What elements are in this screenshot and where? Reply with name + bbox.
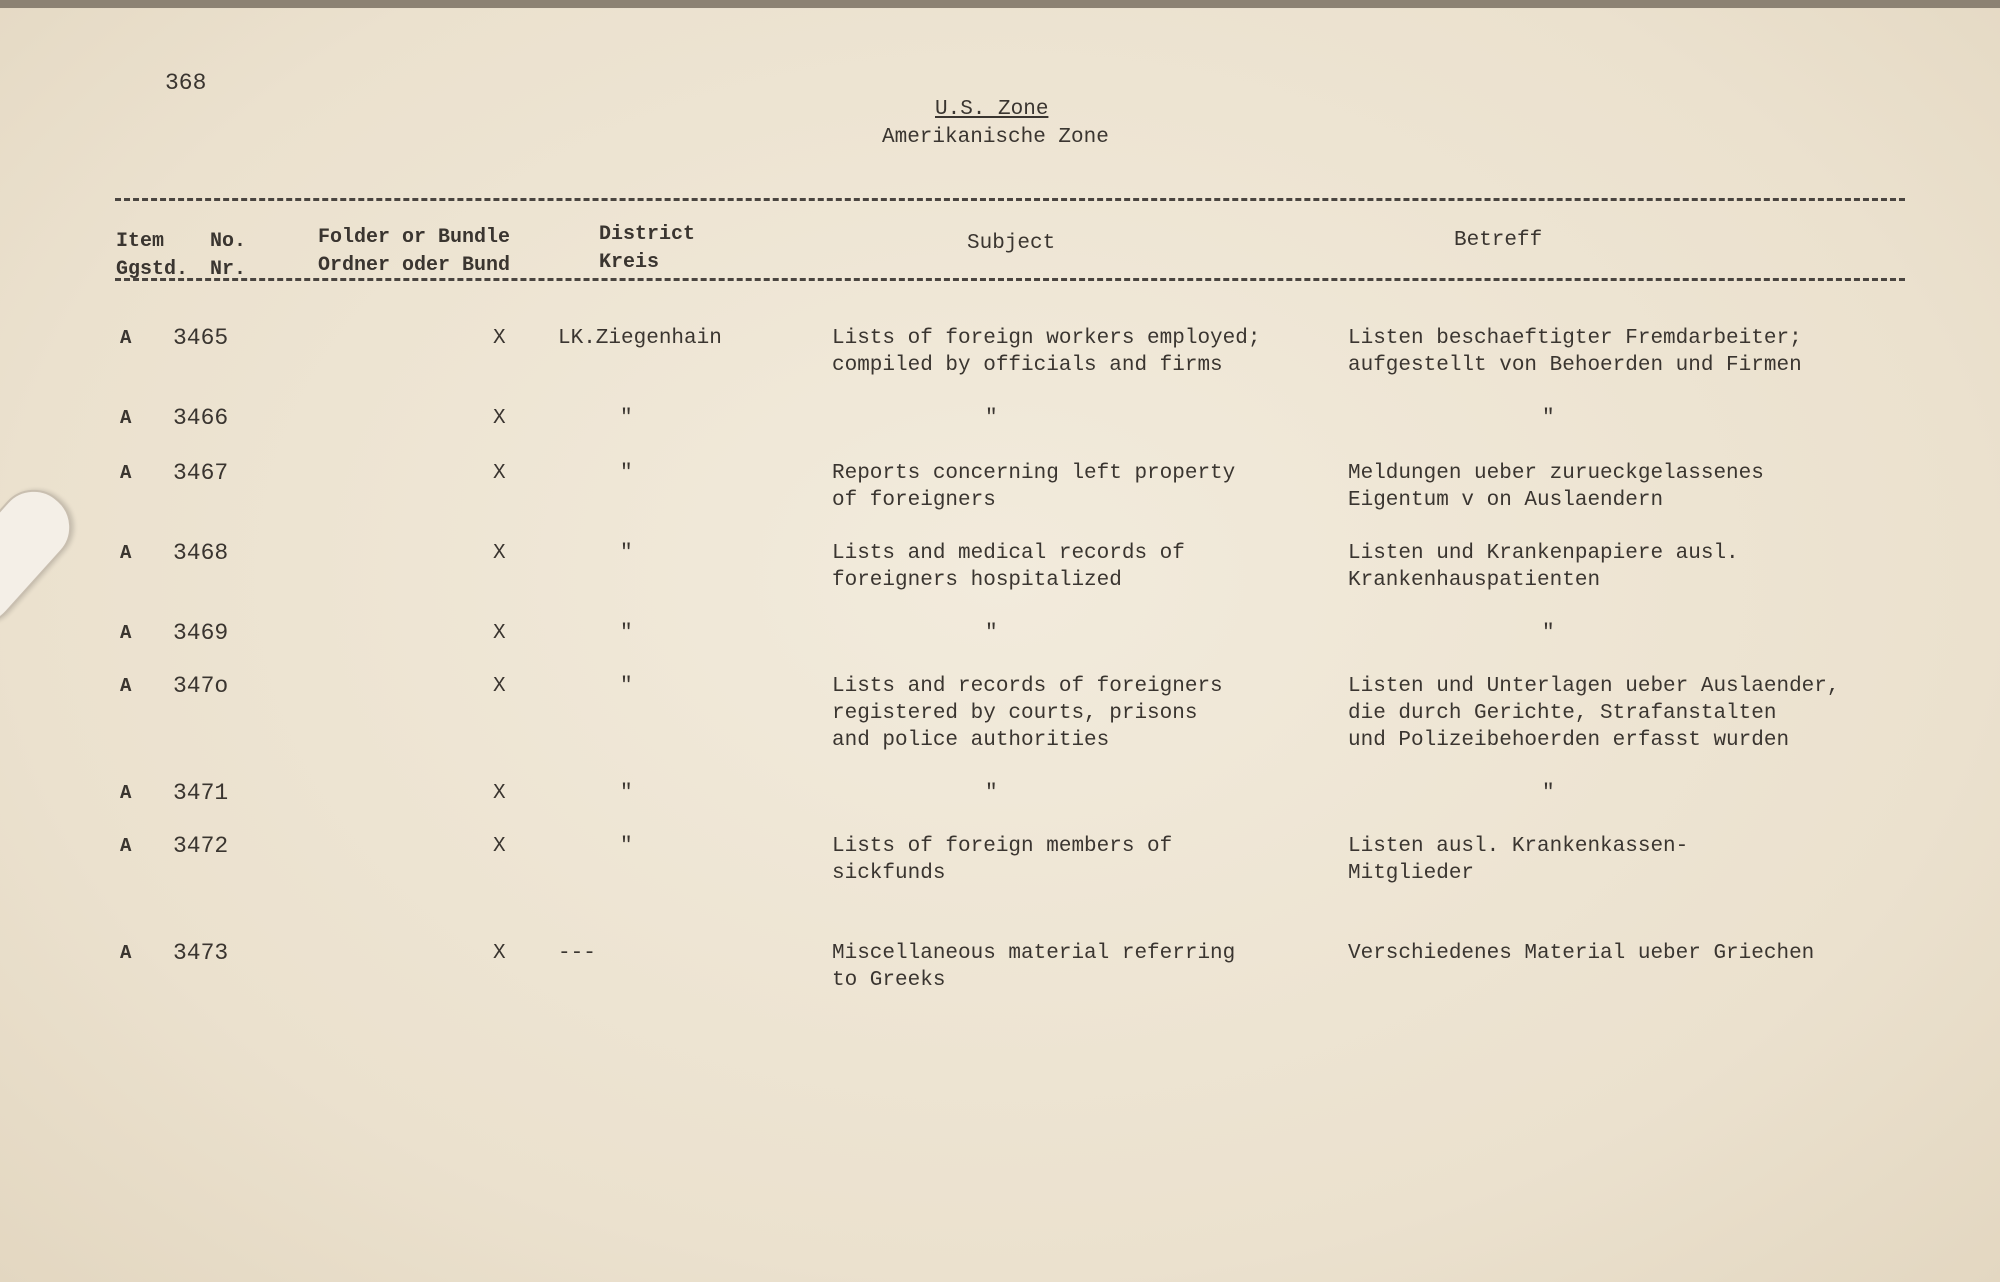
cell-betreff: Listen und Unterlagen ueber Auslaender, die durch Gerichte, Strafanstalten und Polizeibehoerden erfasst wurden [1348, 675, 1840, 752]
cell-betreff: " [1542, 622, 1555, 645]
cell-betreff: " [1542, 407, 1555, 430]
cell-item: A [120, 542, 132, 564]
cell-no: 3468 [173, 540, 229, 566]
cell-no: 3472 [173, 833, 229, 859]
table-row [0, 405, 2000, 431]
cell-district: " [620, 407, 633, 430]
cell-no: 347o [173, 673, 229, 699]
header-district: District Kreis [599, 223, 696, 274]
cell-district: --- [558, 942, 596, 965]
cell-betreff: Listen ausl. Krankenkassen- Mitglieder [1348, 835, 1689, 885]
cell-no: 3465 [173, 325, 229, 351]
header-top-rule [115, 198, 1905, 201]
cell-item: A [120, 835, 132, 857]
header-no: No. Nr. [210, 230, 247, 281]
header-folder: Folder or Bundle Ordner oder Bund [318, 226, 511, 277]
cell-item: A [120, 675, 132, 697]
cell-folder: X [493, 942, 506, 965]
table-row [0, 325, 2000, 377]
cell-district: LK.Ziegenhain [558, 327, 722, 350]
zone-title: U.S. Zone [935, 98, 1049, 121]
table-row [0, 673, 2000, 752]
table-row [0, 460, 2000, 512]
zone-subtitle: Amerikanische Zone [882, 126, 1109, 149]
table-row [0, 833, 2000, 885]
cell-item: A [120, 327, 132, 349]
cell-folder: X [493, 622, 506, 645]
cell-betreff: Meldungen ueber zurueckgelassenes Eigentum v on Auslaendern [1348, 462, 1764, 512]
table-row [0, 780, 2000, 806]
cell-district: " [620, 542, 633, 565]
cell-district: " [620, 462, 633, 485]
table-row [0, 940, 2000, 992]
page-top-edge [0, 0, 2000, 8]
cell-subject: Lists of foreign members of sickfunds [832, 835, 1173, 885]
table-row [0, 620, 2000, 646]
cell-item: A [120, 622, 132, 644]
table-row [0, 540, 2000, 592]
cell-district: " [620, 675, 633, 698]
cell-folder: X [493, 407, 506, 430]
cell-no: 3466 [173, 405, 229, 431]
cell-betreff: Listen und Krankenpapiere ausl. Krankenhauspatienten [1348, 542, 1739, 592]
cell-no: 3471 [173, 780, 229, 806]
cell-subject: Miscellaneous material referring to Greeks [832, 942, 1236, 992]
cell-subject: Lists of foreign workers employed; compiled by officials and firms [832, 327, 1261, 377]
header-subject: Subject [967, 232, 1056, 255]
cell-betreff: Verschiedenes Material ueber Griechen [1348, 942, 1815, 965]
cell-folder: X [493, 327, 506, 350]
page-number: 368 [165, 70, 207, 96]
cell-subject: " [985, 622, 998, 645]
cell-district: " [620, 622, 633, 645]
cell-subject: Lists and records of foreigners registered by courts, prisons and police authorities [832, 675, 1223, 752]
cell-betreff: Listen beschaeftigter Fremdarbeiter; aufgestellt von Behoerden und Firmen [1348, 327, 1802, 377]
cell-betreff: " [1542, 782, 1555, 805]
cell-no: 3467 [173, 460, 229, 486]
cell-subject: " [985, 782, 998, 805]
cell-subject: Reports concerning left property of foreigners [832, 462, 1236, 512]
header-bottom-rule [115, 278, 1905, 281]
cell-subject: Lists and medical records of foreigners hospitalized [832, 542, 1185, 592]
index-tab [0, 475, 86, 639]
cell-folder: X [493, 675, 506, 698]
cell-district: " [620, 782, 633, 805]
header-item: Item Ggstd. [116, 230, 189, 281]
cell-district: " [620, 835, 633, 858]
cell-folder: X [493, 542, 506, 565]
cell-folder: X [493, 835, 506, 858]
cell-no: 3473 [173, 940, 229, 966]
cell-item: A [120, 782, 132, 804]
cell-item: A [120, 942, 132, 964]
cell-folder: X [493, 462, 506, 485]
cell-subject: " [985, 407, 998, 430]
cell-item: A [120, 462, 132, 484]
cell-no: 3469 [173, 620, 229, 646]
cell-folder: X [493, 782, 506, 805]
header-betreff: Betreff [1454, 229, 1543, 252]
cell-item: A [120, 407, 132, 429]
